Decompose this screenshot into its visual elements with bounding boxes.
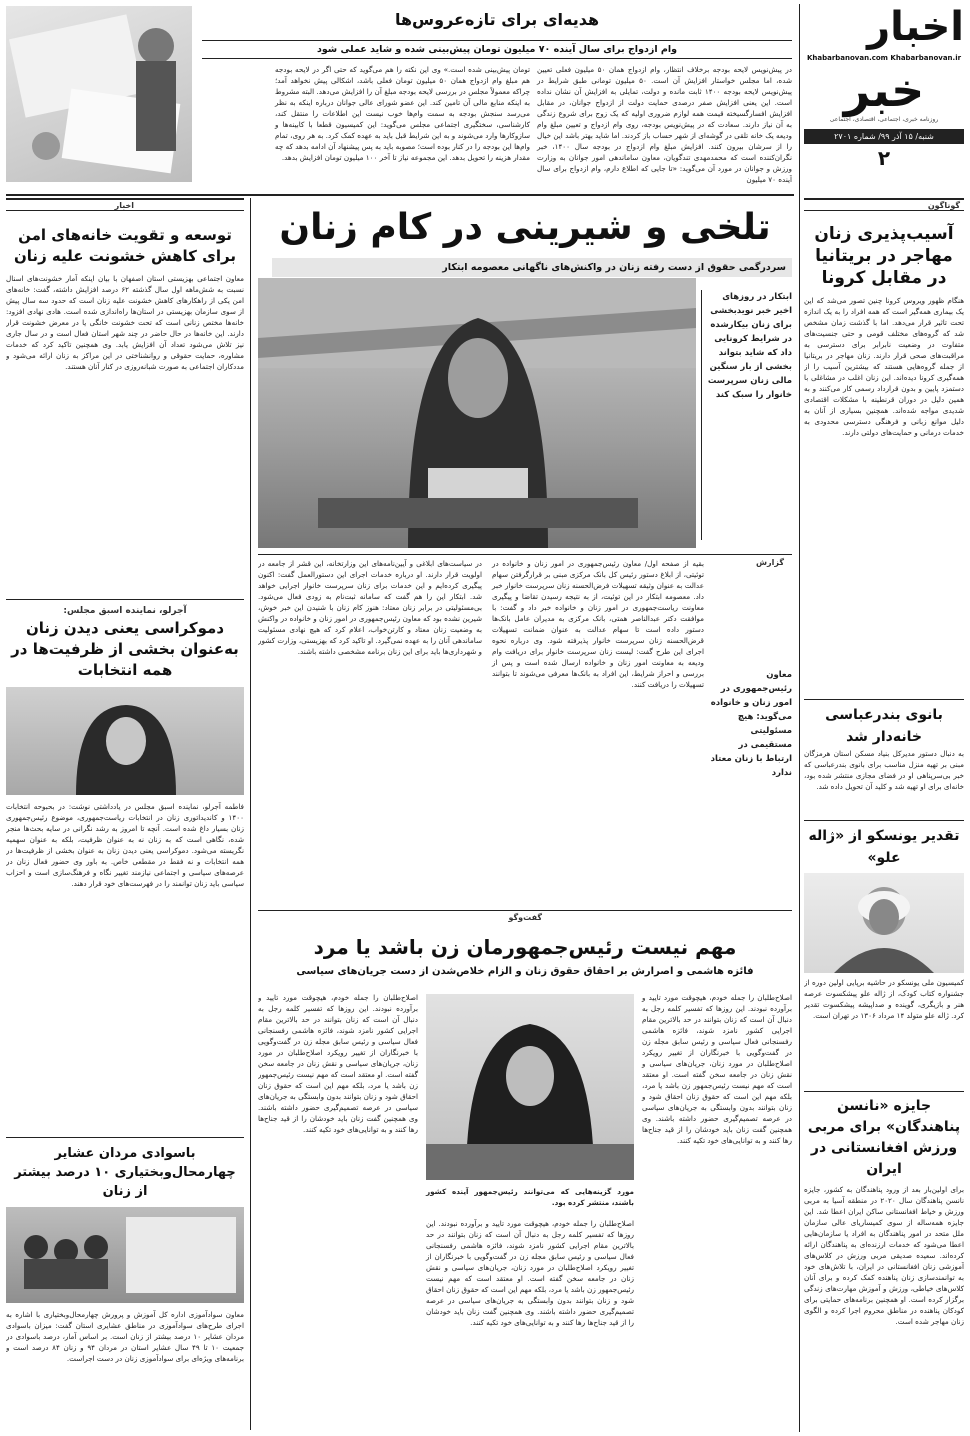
- female-worker-photo: [258, 278, 696, 548]
- headline: آسیب‌پذیری زنان مهاجر در بریتانیا در مقابل کرونا: [814, 224, 954, 288]
- top-story: [202, 6, 792, 194]
- section-label: گفت‌وگو: [508, 913, 542, 922]
- masthead-subtitle: روزنامه خبری، اجتماعی، اقتصادی، اجتماعی: [829, 116, 939, 123]
- main-headline: تلخی و شیرینی در کام زنان: [279, 207, 771, 248]
- subheadline: فائزه هاشمی و اصرارش بر احقاق حقوق زنان و الزام خلاص‌شدن از دست جریان‌های سیاسی: [296, 966, 754, 977]
- headline: بانوی بندرعباسی خانه‌دار شد: [825, 707, 943, 745]
- section-label: گزارش: [755, 558, 784, 567]
- photo-quote: مورد گزینه‌هایی که می‌توانند رئیس‌جمهور آینده کشور باشند، منتشر کرده بود.: [426, 1187, 634, 1207]
- ajorloo-photo: [6, 687, 244, 795]
- masthead-sites: Khabarbanovan.com Khabarbanovan.ir: [806, 54, 962, 62]
- literacy-class-photo: [6, 1207, 244, 1303]
- masthead-title: اخبار: [867, 4, 964, 50]
- article-body: تومان پیش‌بینی شده است.» وی این نکته را هم می‌گوید که حتی اگر در لایحه بودجه هم مبلغ وام ازدواج همان ۵۰ میلیون تومان فعلی باشد، اشکالی پیش نخواهد آمد؛ چراکه معمولاً مجلس در بررسی لایحه بودجه مبلغ آن را افزایش می‌دهد. البته مشروط به اینکه منابع مالی آن تامین کند. این عضو شورای عالی جوانان درباره اینکه به نظر می‌رسد سنجش بودجه به سمت وام‌ها خوب نیست این اطلاعات را منتقل کند، کارشناسی، سختگیری اجتماعی مجلس می‌گوید: این کمیسیون قطعا با کابینه‌ها و سازوکارها وارد می‌شوند و به این شرایط قبل باید به عهده کمک کرد. به هر روی، تمام وام‌ها این بودجه را در کنار بوده است؛ مصوبه باید به پس پیشنهاد آن ادامه بدهد که چه مقدار هزینه را تحویل بدهد. این مجموعه نیاز تا آخر ۱۰۰ میلیون تومان افزایش بدهد.: [275, 65, 530, 162]
- logo-text: خبر: [843, 63, 925, 117]
- article-body: در پیش‌نویس لایحه بودجه برخلاف انتظار، وام ازدواج همان ۵۰ میلیون فعلی تعیین شده، اما مجلس خواستار افزایش آن است. ۵۰ میلیون تومانی طبق شرایط در پیش‌نویس لایحه بودجه ۱۴۰۰ ثابت مانده و دولت، تمایلی به افزایش آن نشان نداده است. این یعنی افزایش صفر درصدی حمایت دولت از ازدواج جوانان، در مقابل افزایش افسارگسیخته قیمت همه لوازم ضروری اولیه که یک زوج برای شروع زندگی به آن نیاز دارند. سعادت که در پیش‌نویس بودجه، روی وام ازدواج و تعیین مبلغ وام ودیعه یک خانه تلقی در گوشه‌ای از شهر حساب باز کردند. اما شاید بهتر باشد این خیال را از سرشان بیرون کنند. افزایش مبلغ وام ازدواج در بودجه سال ۱۴۰۰، خبر نگران‌کننده است که محمدمهدی تندگویان، معاون ساماندهی امور جوانان به وزارت ورزش و جوانان در مورد آن می‌گوید: «تا جایی که اطلاع دارم، وام ازدواج برای سال آینده ۷۰ میلیون: [537, 65, 792, 184]
- jaleh-olov-photo: [804, 873, 964, 973]
- headline: دموکراسی یعنی دیدن زنان به‌عنوان بخشی از ظرفیت‌ها در همه انتخابات: [11, 619, 239, 679]
- headline: توسعه و تقویت خانه‌های امن برای کاهش خشونت علیه زنان: [14, 226, 236, 265]
- article-body: اصلاح‌طلبان را جمله خودم، هیچوقت مورد تایید و برآورده نبودند. این روزها که تفسیر کلمه رجل به دنبال آن است که زنان بتوانند در حد بالاترین مقام اجرایی کشور نامزد شوند، فائزه هاشمی رفسنجانی فعال سیاسی و رئیس سابق مجله زن در گفت‌وگویی با خبرنگاران از تغییر رویکرد اصلاح‌طلبان در مورد زنان، جریان‌های سیاسی و نقش زنان در جامعه سخن گفته است. او معتقد است که مهم نیست رئیس‌جمهور زن باشد یا مرد، بلکه مهم این است که حقوق زنان احقاق شود و زنان بتوانند بدون وابستگی به جریان‌های سیاسی در عرصه تصمیم‌گیری حضور داشته باشند. وی همچنین گفت زنان باید خودشان را از قید جناح‌ها رها کنند و به توانایی‌های خود تکیه کنند.: [642, 993, 792, 1145]
- headline: باسوادی مردان عشایر چهارمحال‌وبختیاری ۱۰ درصد بیشتر از زنان: [14, 1146, 236, 1199]
- portrait-icon: [6, 687, 244, 795]
- headline: هدیه‌ای برای تازه‌عروس‌ها: [394, 10, 600, 29]
- article-body: اصلاح‌طلبان را جمله خودم، هیچوقت مورد تایید و برآورده نبودند. این روزها که تفسیر کلمه رجل به دنبال آن است که زنان بتوانند در حد بالاترین مقام اجرایی کشور نامزد شوند، فائزه هاشمی رفسنجانی فعال سیاسی و رئیس سابق مجله زن در گفت‌وگویی با خبرنگاران از تغییر رویکرد اصلاح‌طلبان در مورد زنان، جریان‌های سیاسی و نقش زنان در جامعه سخن گفته است. او معتقد است که مهم نیست رئیس‌جمهور زن باشد یا مرد، بلکه مهم این است که حقوق زنان احقاق شود و زنان بتوانند بدون وابستگی به جریان‌های سیاسی در عرصه تصمیم‌گیری حضور داشته باشند. وی همچنین گفت زنان باید خودشان را از قید جناح‌ها رها کنند و به توانایی‌های خود تکیه کنند.: [426, 1219, 634, 1327]
- faezeh-hashemi-photo: [426, 994, 634, 1180]
- headline: تقدیر یونسکو از «ژاله علو»: [808, 828, 960, 866]
- article-body: کمیسیون ملی یونسکو در حاشیه برپایی اولین دوره از جشنواره کتاب کودک، از ژاله علو پیشکسوت عرصه هنر و بازیگری، گوینده و صداپیشه پیشکسوت تقدیر کرد. ژاله علو متولد ۱۴ مرداد ۱۳۰۶ در تهران است.: [804, 978, 964, 1020]
- article-body: اصلاح‌طلبان را جمله خودم، هیچوقت مورد تایید و برآورده نبودند. این روزها که تفسیر کلمه رجل به دنبال آن است که زنان بتوانند در حد بالاترین مقام اجرایی کشور نامزد شوند، فائزه هاشمی رفسنجانی فعال سیاسی و رئیس سابق مجله زن در گفت‌وگویی با خبرنگاران از تغییر رویکرد اصلاح‌طلبان در مورد زنان، جریان‌های سیاسی و نقش زنان در جامعه سخن گفته است. او معتقد است که مهم نیست رئیس‌جمهور زن باشد یا مرد، بلکه مهم این است که حقوق زنان احقاق شود و زنان بتوانند بدون وابستگی به جریان‌های سیاسی در عرصه تصمیم‌گیری حضور داشته باشند. وی همچنین گفت زنان باید خودشان را از قید جناح‌ها رها کنند و به توانایی‌های خود تکیه کنند.: [258, 993, 418, 1134]
- article-body: برای اولین‌بار بعد از ورود پناهندگان به کشور، جایزه نانسن پناهندگان سال ۲۰۲۰ در منطقه آسیا به مربی ورزش و خیاط افغانستانی ساکن ایران اعطا شد. این جایزه همه‌ساله از سوی کمیساریای عالی سازمان ملل متحد در امور پناهندگان به افراد یا سازمان‌هایی اعطا می‌شود که خدمات ارزنده‌ای به پناهندگان ارائه کرده‌اند. سعیده صدیقی مربی ورزش در کلاس‌های آموزشی زنان افغانستانی در ایران، با تلاش‌های خود به توانمندسازی زنان پناهنده کمک کرده و برای آنان کلاس‌های خیاطی، ورزش و آموزش مهارت‌های زندگی برگزار کرده است. او همچنین برنامه‌های حمایتی برای کودکان پناهنده در مناطق محروم اجرا کرده و الگوی زنان مهاجر شده است.: [804, 1185, 964, 1326]
- worker-illustration-icon: [258, 278, 696, 548]
- photo-caption: ابتکار در روزهای اخیر خبر نویدبخشی برای زنان بیکارشده در شرایط کرونایی داد که شاید بتواند بخشی از بار سنگین مالی زنان سرپرست خانوار را سبک کند: [707, 292, 792, 400]
- article-body: در سیاست‌های ابلاغی و آیین‌نامه‌های این وزارتخانه، این قشر از جامعه در اولویت قرار دارند. او درباره خدمات اجرای این دستورالعمل گفت: اکنون پیگیری کرده‌ایم و این خدمات برای زنان سرپرست خانوار اجرایی خواهد شد. ابتکار این را هم گفت که سامانه ثبت‌نام به زودی فعال می‌شود. بی‌مسئولیتی در برابر زنان معتاد: هنوز کام زنان با شنیدن این خبر خوش، شیرین نشده بود که معاون رئیس‌جمهوری در امور زنان و خانواده در واکنش به وضعیت زنان معتاد و کارتن‌خواب، اعلام کرد که هیچ نهادی مسئولیت ساماندهی آنان را به عهده نمی‌گیرد. او تاکید کرد که بهزیستی، وزارت کشور و شهرداری‌ها باید برای این زنان برنامه مشخصی داشته باشند.: [258, 559, 482, 656]
- article-body: بقیه از صفحه اول/ معاون رئیس‌جمهوری در امور زنان و خانواده در توئیتی، از ابلاغ دستور رئیس کل بانک مرکزی مبنی بر قرارگرفتن سهام عدالت به عنوان وثیقه تسهیلات فرض‌الحسنه زنان سرپرست خانوار خبر داد. معصومه ابتکار در این توئیت، از به نتیجه رسیدن تقاضا و پیگیری معاونت ریاست‌جمهوری در امور زنان و خانواده خبر داد و گفت: با موافقت دکتر عبدالناصر همتی، بانک مرکزی به مدیران عامل بانک‌ها دستور داده است تا سهام عدالت به عنوان ضمانت تسهیلات قرض‌الحسنه زنان سرپرست خانوار پذیرفته شود. وی درباره نحوه اجرای این طرح گفت: لیست زنان سرپرست خانوار برای دریافت وام ودیعه به معاونت امور زنان و خانواده ارسال شده است و پس از بررسی و احراز شرایط، این افراد به بانک‌ها معرفی می‌شوند تا بتوانند تسهیلات را دریافت کنند.: [492, 559, 704, 689]
- main-story: [258, 198, 792, 908]
- subheadline: وام ازدواج برای سال آینده ۷۰ میلیون تومان پیش‌بینی شده و شاید عملی شود: [202, 40, 792, 59]
- portrait-icon: [804, 873, 964, 973]
- main-subheadline: سردرگمی حقوق از دست رفته زنان در واکنش‌های ناگهانی معصومه ابتکار: [272, 258, 792, 277]
- article-body: معاون اجتماعی بهزیستی استان اصفهان با بیان اینکه آمار خشونت‌های اسنال نسبت به شش‌ماهه اول سال گذشته ۶۲ درصد افزایش داشته، گفت: خانه‌های امن یکی از راهکارهای کاهش خشونت علیه زنان است که حدود سه سال پیش از سوی سازمان بهزیستی در استان‌ها راه‌اندازی شده است. هادی نهادی افزود: خانه‌ها مختص زنانی است که تحت خشونت خانگی یا در معرض خشونت قرار دارند. این خانه‌ها در حال حاضر در چند شهر استان فعال است و در سال جاری نیز تلاش می‌شود تعداد آن افزایش یابد. وی همچنین تاکید کرد که خدمات مشاوره، حمایت حقوقی و روانشناختی در این مراکز به زنان ارائه می‌شود و مددکاران اجتماعی به صورت شبانه‌روزی در کنار آنان هستند.: [6, 274, 244, 371]
- kicker: آجرلو، نماینده اسبق مجلس:: [63, 606, 187, 616]
- date-bar: شنبه/ ۱۵ آذر ۹۹/ شماره ۲۷۰۱: [804, 129, 964, 144]
- article-body: فاطمه آجرلو، نماینده اسبق مجلس در یادداشتی نوشت: در بحبوحه انتخابات ۱۴۰۰ و کاندیداتوری زنان در انتخابات ریاست‌جمهوری، موضوع رئیس‌جمهوری زنان بسیار داغ شده است. آنچه تا امروز به رشد نگرانی در سایه بحث‌ها منجر شده، نگاهی است که به زنان نه به عنوان ظرفیت، بلکه به عنوان سهمیه نگریسته می‌شود. دموکراسی یعنی دیدن زنان به عنوان بخشی از ظرفیت‌ها در همه انتخابات و نه فقط در مقطعی خاص. به باور وی حضور فعال زنان در عرصه‌های سیاسی و اجتماعی نیازمند تغییر نگاه و فرهنگ‌سازی است و احزاب سیاسی باید زنان توانمند را در فهرست‌های خود قرار دهند.: [6, 802, 244, 888]
- wedding-photo: [6, 6, 192, 182]
- portrait-icon: [426, 994, 634, 1180]
- left-column: [6, 198, 244, 1430]
- classroom-icon: [6, 1207, 244, 1303]
- illustration-icon: [6, 6, 192, 182]
- section-label: گوناگون: [927, 201, 960, 210]
- masthead: [804, 4, 964, 172]
- newspaper-logo: [804, 64, 964, 116]
- article-body: هنگام ظهور ویروس کرونا چنین تصور می‌شد که این یک بیماری همه‌گیر است که همه افراد را به یک اندازه تحت تاثیر قرار می‌دهد. اما با گذشت زمان مشخص شد که گروه‌های مختلف قومی و حتی جنسیت‌های متفاوت در وضعیت نابرابر برای دسترسی به مراقبت‌های صحی قرار دارند. زنان مهاجر در بریتانیا از جمله گروه‌هایی هستند که بیشترین آسیب را از همه‌گیری کرونا دیده‌اند. این زنان اغلب در مشاغلی با دستمزد پایین و بدون قرارداد رسمی کار می‌کنند و به همین دلیل در دوران قرنطینه با مشکلات اقتصادی شدیدی مواجه شده‌اند. همچنین بسیاری از آنان به دلیل موانع زبانی و فرهنگی دسترسی محدودی به خدمات درمانی و حمایت‌های دولتی دارند.: [804, 296, 964, 437]
- interview-story: [258, 910, 792, 1430]
- article-body: معاون سوادآموزی اداره کل آموزش و پرورش چهارمحال‌وبختیاری با اشاره به اجرای طرح‌های سوادآموزی در مناطق عشایری استان گفت: میزان باسوادی مردان عشایر ۱۰ درصد بیشتر از زنان است. بر اساس آمار، درصد باسوادی در جمعیت ۱۰ تا ۴۹ سال عشایر استان در مردان ۹۴ و زنان ۸۴ درصد است و برنامه‌های ویژه‌ای برای سوادآموزی زنان در دست اجراست.: [6, 1310, 244, 1363]
- headline: مهم نیست رئیس‌جمهورمان زن باشد یا مرد: [313, 935, 737, 959]
- side-caption: معاون رئیس‌جمهوری در امور زنان و خانواده می‌گوید: هیچ مسئولیتی مستقیمی در ارتباط با زنان معتاد ندارد: [710, 670, 792, 778]
- right-column: [804, 198, 964, 1430]
- page-number: ۲: [877, 146, 891, 170]
- article-body: به دنبال دستور مدیرکل بنیاد مسکن استان هرمزگان مبنی بر تهیه منزل مناسب برای بانوی بندرعباسی که خبر بی‌سرپناهی او در فضای مجازی منتشر شده بود، خانه‌ای برای او تهیه شد و کلید آن تحویل داده شد.: [804, 749, 964, 791]
- headline: جایزه «نانسن پناهندگان» برای مربی ورزش افغانستانی در ایران: [807, 1098, 961, 1177]
- section-label: اخبار: [114, 201, 134, 210]
